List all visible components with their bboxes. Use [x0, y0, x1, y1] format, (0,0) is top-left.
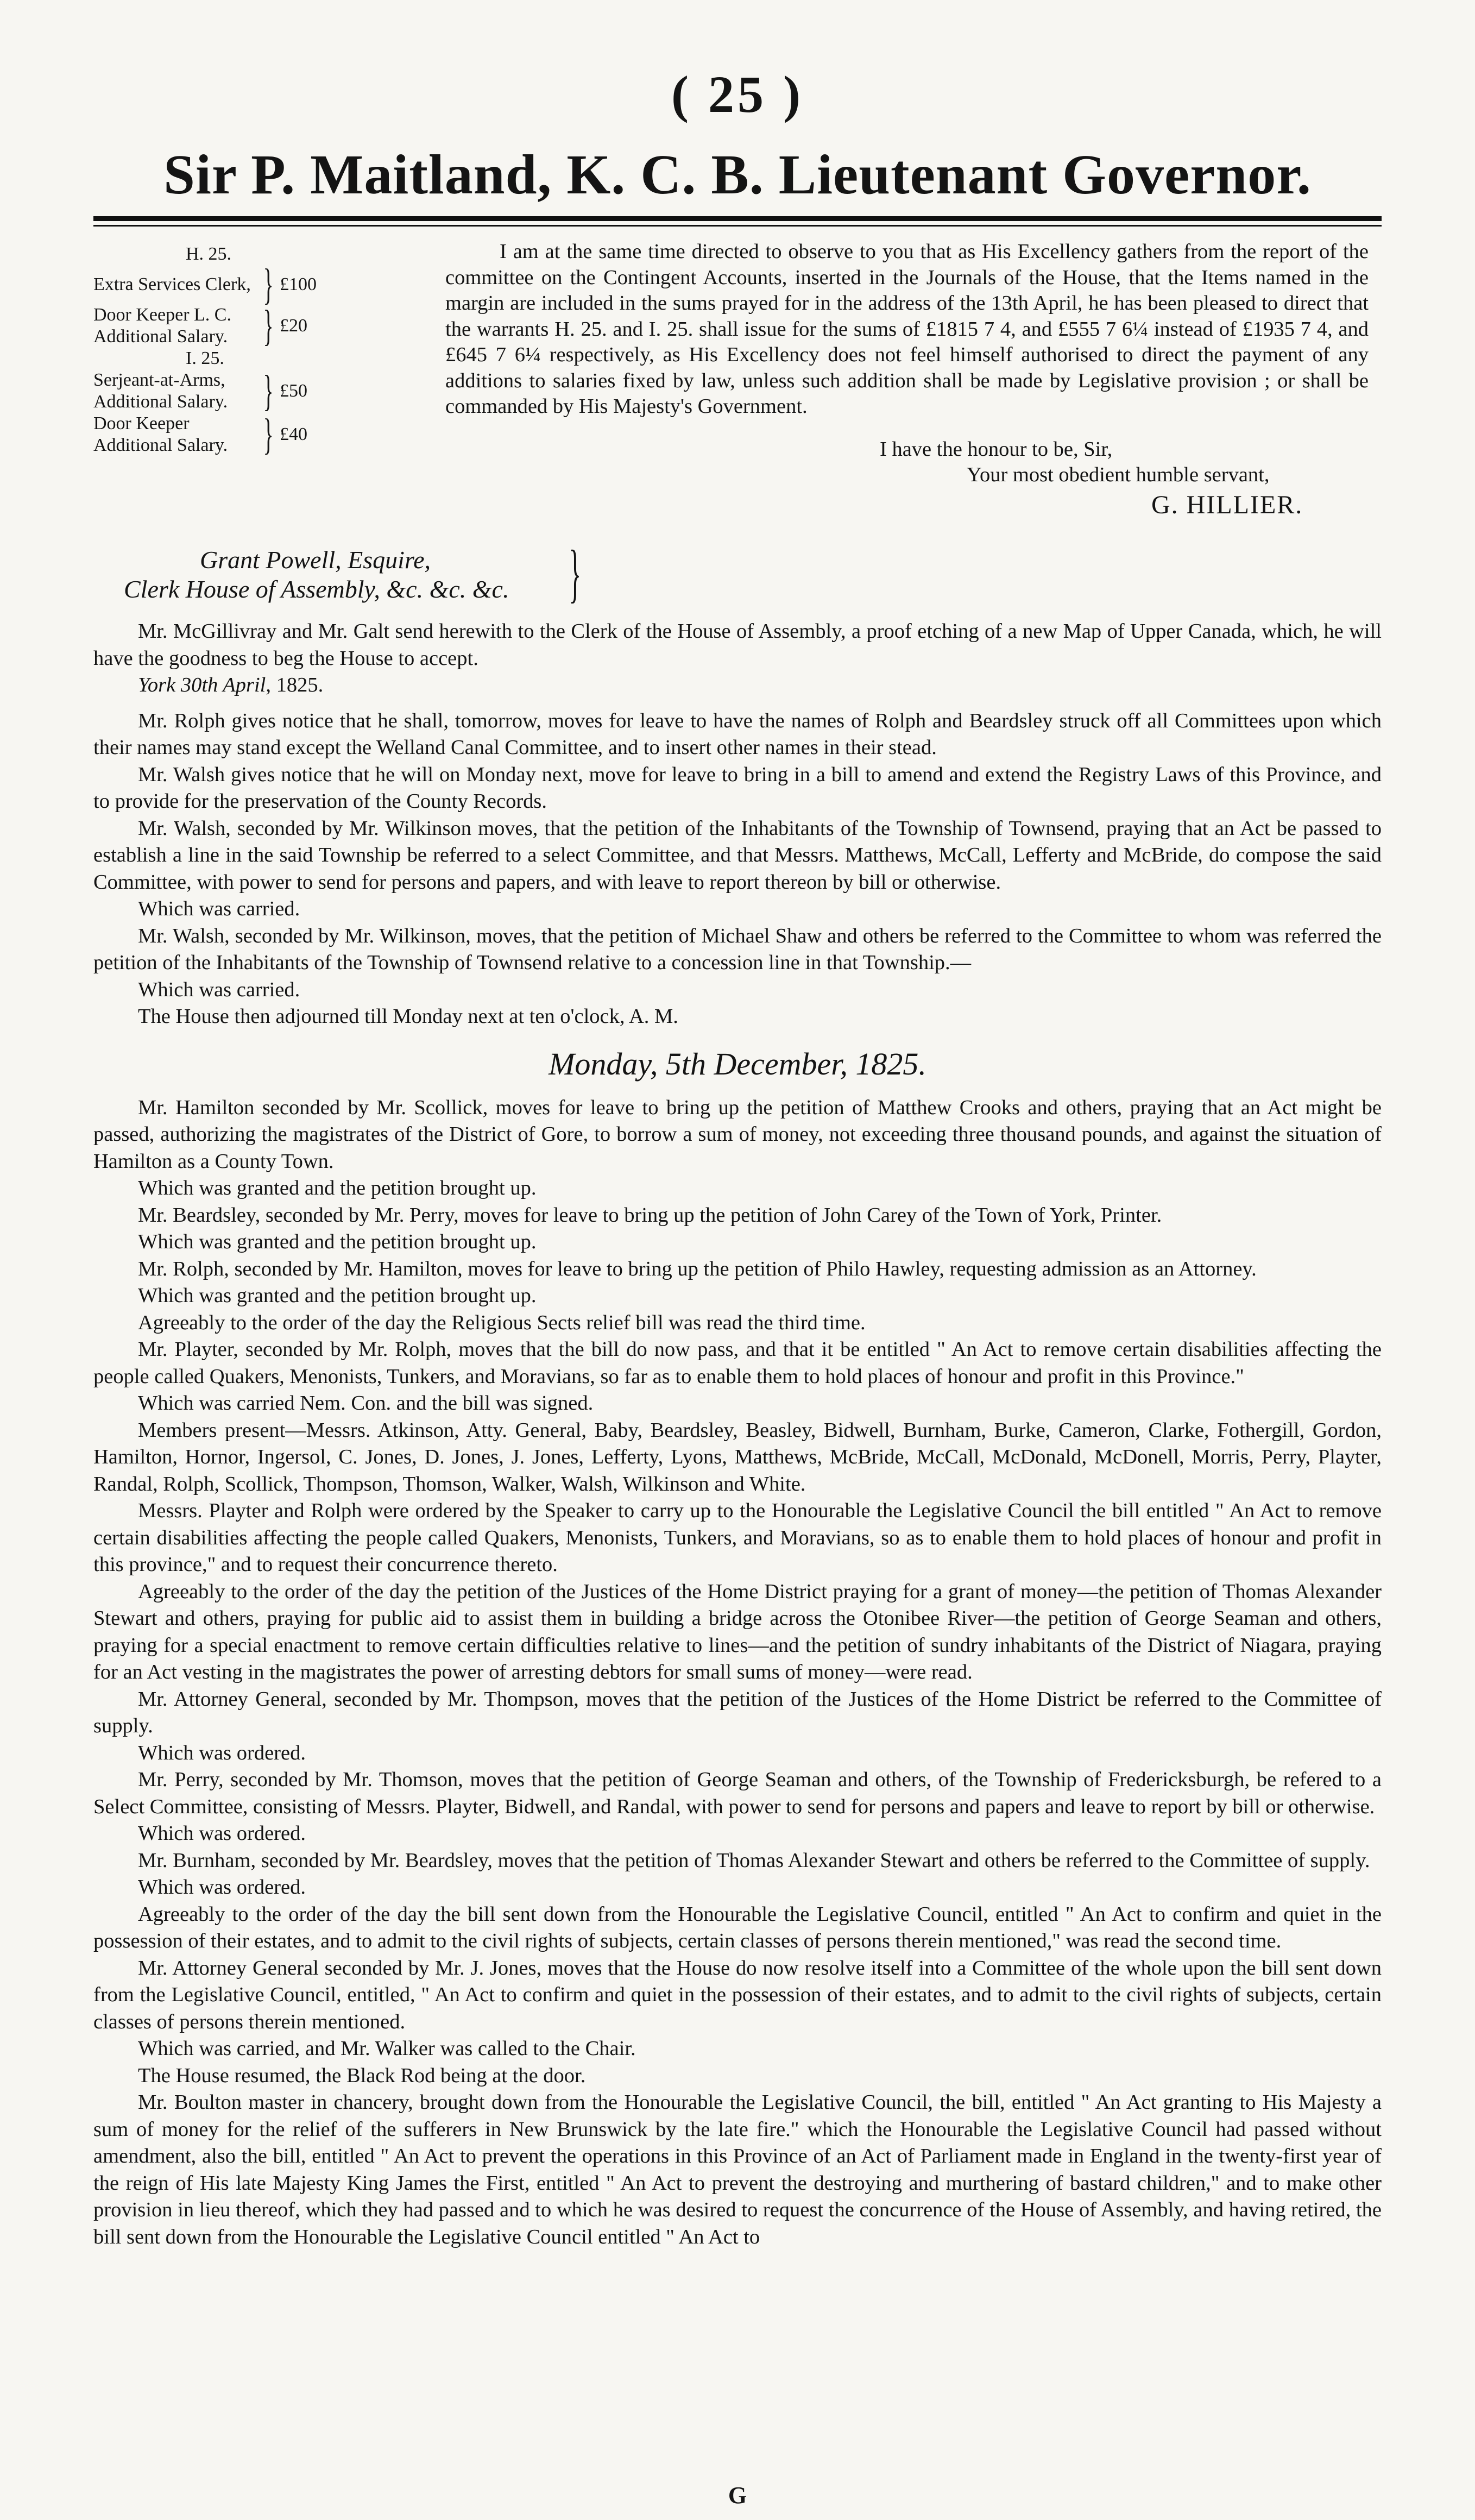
paragraph: Mr. Walsh, seconded by Mr. Wilkinson moves, that the petition of the Inhabitants of the Township of Townsend, praying that an Act be passed to establish a line in the said Township be referred to a select Committee, and that Messrs. Matthews, McCall, Lefferty and McBride, do compose the said Committee, with power to send for persons and papers, and with leave to report thereon by bill or otherwise.: [93, 816, 1382, 894]
paragraph: Which was carried.: [138, 978, 300, 1001]
paragraph: Members present—Messrs. Atkinson, Atty. General, Baby, Beardsley, Beasley, Bidwell, Burnham, Burke, Cameron, Clarke, Fothergill, Gordon, Hamilton, Hornor, Ingersol, C. Jones, D. Jones, J. Jones, Lefferty, Lyons, Matthews, McBride, McCall, McDonald, McDonell, Morris, Perry, Playter, Randal, Rolph, Scollick, Thompson, Thomson, Walker, Walsh, Wilkinson and White.: [93, 1418, 1382, 1495]
signature-mark: G: [728, 2482, 747, 2509]
margin-item-label: Door Keeper Additional Salary.: [93, 413, 228, 455]
paragraph: Mr. Hamilton seconded by Mr. Scollick, moves for leave to bring up the petition of Matthew Crooks and others, praying that an Act might be passed, authorizing the magistrates of the District of Gore, to borrow a sum of money, not exceeding three thousand pounds, and against the situation of Hamilton as a County Town.: [93, 1096, 1382, 1173]
brace-glyph: }: [263, 367, 274, 415]
paragraph: Which was granted and the petition brought up.: [138, 1177, 537, 1199]
heading-rule-thick: [93, 216, 1382, 221]
paragraph: Mr. Walsh, seconded by Mr. Wilkinson, moves, that the petition of Michael Shaw and others be referred to the Committee to whom was referred the petition of the Inhabitants of the Township of Townsend relative to a concession line in that Township.—: [93, 924, 1382, 974]
paragraph: Which was ordered.: [138, 1741, 306, 1764]
margin-item-label: Extra Services Clerk,: [93, 274, 251, 294]
margin-ref-i: I. 25.: [186, 348, 224, 368]
letter-closing-line: I have the honour to be, Sir,: [880, 438, 1113, 461]
paragraph: The House then adjourned till Monday next at ten o'clock, A. M.: [138, 1005, 678, 1028]
paragraph: Which was carried, and Mr. Walker was called to the Chair.: [138, 2037, 636, 2060]
brace-glyph: }: [569, 537, 582, 609]
paragraph: Mr. Burnham, seconded by Mr. Beardsley, moves that the petition of Thomas Alexander Stewart and others be referred to the Committee of supply.: [138, 1849, 1370, 1872]
paragraph: Mr. Attorney General, seconded by Mr. Thompson, moves that the petition of the Justices of the Home District be referred to the Committee of supply.: [93, 1687, 1382, 1737]
paragraph: Which was ordered.: [138, 1876, 306, 1899]
margin-item: [93, 369, 376, 413]
margin-item-amount: £20: [280, 316, 307, 336]
paragraph: Mr. Rolph, seconded by Mr. Hamilton, moves for leave to bring up the petition of Philo Hawley, requesting admission as an Attorney.: [138, 1257, 1257, 1280]
dateline-place: York: [138, 674, 176, 696]
dateline-year: , 1825.: [266, 674, 324, 696]
margin-item-amount: £40: [280, 424, 307, 444]
paragraph: Agreeably to the order of the day the petition of the Justices of the Home District praying for a grant of money—the petition of Thomas Alexander Stewart and others, praying for public aid to assist them in building a bridge across the Otonibee River—the petition of George Seaman and others, praying for a special enactment to remove certain difficulties relative to lines—and the petition of sundry inhabitants of the District of Niagara, praying for an Act vesting in the magistrates the power of arresting debtors for small sums of money—were read.: [93, 1580, 1382, 1683]
brace-glyph: }: [263, 411, 274, 458]
margin-item-amount: £50: [280, 381, 307, 401]
paragraph: The House resumed, the Black Rod being at the door.: [138, 2064, 586, 2087]
paragraph: Which was granted and the petition brought up.: [138, 1284, 537, 1307]
brace-glyph: }: [263, 302, 274, 350]
paragraph: Agreeably to the order of the day the Religious Sects relief bill was read the third time.: [138, 1311, 866, 1334]
paragraph: Mr. Playter, seconded by Mr. Rolph, moves that the bill do now pass, and that it be entitled " An Act to remove certain disabilities affecting the people called Quakers, Menonists, Tunkers, and Moravians, so far as to enable them to hold places of honour and profit in this Province.": [93, 1338, 1382, 1388]
margin-ref-h: H. 25.: [186, 244, 232, 264]
paragraph: Mr. McGillivray and Mr. Galt send herewith to the Clerk of the House of Assembly, a proof etching of a new Map of Upper Canada, which, he will have the goodness to beg the House to accept.: [93, 620, 1382, 670]
proceedings-body: [93, 618, 1382, 2251]
dateline-date: 30th April: [180, 674, 266, 696]
paragraph: Mr. Rolph gives notice that he shall, tomorrow, moves for leave to have the names of Rolph and Beardsley struck off all Committees upon which their names may stand except the Welland Canal Committee, and to insert other names in their stead.: [93, 709, 1382, 759]
page-heading: Sir P. Maitland, K. C. B. Lieutenant Governor.: [163, 143, 1312, 206]
brace-glyph: }: [263, 261, 274, 309]
paragraph: Mr. Attorney General seconded by Mr. J. Jones, moves that the House do now resolve itself into a Committee of the whole upon the bill sent down from the Legislative Council, entitled, " An Act to confirm and quiet in the possession of their estates, and to admit to the civil rights of subjects, certain classes of persons therein mentioned.: [93, 1956, 1382, 2033]
paragraph: Mr. Walsh gives notice that he will on Monday next, move for leave to bring in a bill to amend and extend the Registry Laws of this Province, and to provide for the preservation of the County Records.: [93, 763, 1382, 813]
paragraph: Agreeably to the order of the day the bill sent down from the Honourable the Legislative Council, entitled " An Act to confirm and quiet in the possession of their estates, and to admit to the civil rights of subjects, certain classes of persons therein mentioned," was read the second time.: [93, 1902, 1382, 1952]
paragraph: Mr. Beardsley, seconded by Mr. Perry, moves for leave to bring up the petition of John Carey of the Town of York, Printer.: [138, 1203, 1162, 1227]
paragraph: Mr. Perry, seconded by Mr. Thomson, moves that the petition of George Seaman and others, of the Township of Fredericksburgh, be refered to a Select Committee, consisting of Messrs. Playter, Bidwell, and Randal, with power to send for persons and papers and leave to report by bill or otherwise.: [93, 1768, 1382, 1818]
paragraph: Which was ordered.: [138, 1822, 306, 1845]
dateline: [93, 672, 1382, 699]
margin-item: [93, 304, 376, 348]
margin-item-label: Serjeant-at-Arms, Additional Salary.: [93, 370, 228, 412]
margin-item: [93, 413, 376, 456]
heading-rule-thin: [93, 225, 1382, 227]
paragraph: Messrs. Playter and Rolph were ordered by the Speaker to carry up to the Honourable the Legislative Council the bill entitled " An Act to remove certain disabilities affecting the people called Quakers, Menonists, Tunkers, and Moravians, so as to enable them to hold places of honour and profit in this province," and to request their concurrence thereto.: [93, 1499, 1382, 1576]
letter-paragraph: I am at the same time directed to observe to you that as His Excellency gathers from the report of the committee on the Contingent Accounts, inserted in the Journals of the House, that the Items named in the margin are included in the sums prayed for in the address of the 13th April, he has been pleased to direct that the warrants H. 25. and I. 25. shall issue for the sums of £1815 7 4, and £555 7 6¼ instead of £1935 7 4, and £645 7 6¼ respectively, as His Excellency does not feel himself authorised to direct the payment of any additions to salaries fixed by law, unless such addition shall be made by Legislative provision ; or shall be commanded by His Majesty's Government.: [445, 240, 1369, 418]
paragraph: Which was granted and the petition brought up.: [138, 1230, 537, 1253]
addressee-line: Clerk House of Assembly, &c. &c. &c.: [124, 575, 509, 603]
letter-signature: G. HILLIER.: [1151, 491, 1303, 519]
date-heading: Monday, 5th December, 1825.: [549, 1046, 926, 1082]
page-number: ( 25 ): [671, 65, 804, 123]
margin-item-label: Door Keeper L. C. Additional Salary.: [93, 305, 231, 347]
margin-item: [93, 261, 376, 309]
letter-closing-line: Your most obedient humble servant,: [967, 463, 1270, 486]
addressee-block: [124, 545, 509, 604]
addressee-line: Grant Powell, Esquire,: [200, 546, 431, 574]
paragraph: Which was carried Nem. Con. and the bill was signed.: [138, 1392, 594, 1415]
paragraph: Mr. Boulton master in chancery, brought down from the Honourable the Legislative Council, the bill, entitled " An Act granting to His Majesty a sum of money for the relief of the sufferers in New Brunswick by the late fire." which the Honourable the Legislative Council had passed without amendment, also the bill, entitled " An Act to prevent the operations in this Province of an Act of Parliament made in England in the twenty-first year of the reign of His late Majesty King James the First, entitled " An Act to prevent the destroying and murthering of bastard children," and to make other provision in lieu thereof, which they had passed and to which he was desired to request the concurrence of the House of Assembly, and having retired, the bill sent down from the Honourable the Legislative Council entitled " An Act to: [93, 2091, 1382, 2248]
margin-notes: [93, 243, 376, 456]
letter-body: [445, 239, 1369, 420]
margin-item-amount: £100: [280, 274, 317, 294]
paragraph: Which was carried.: [138, 897, 300, 920]
